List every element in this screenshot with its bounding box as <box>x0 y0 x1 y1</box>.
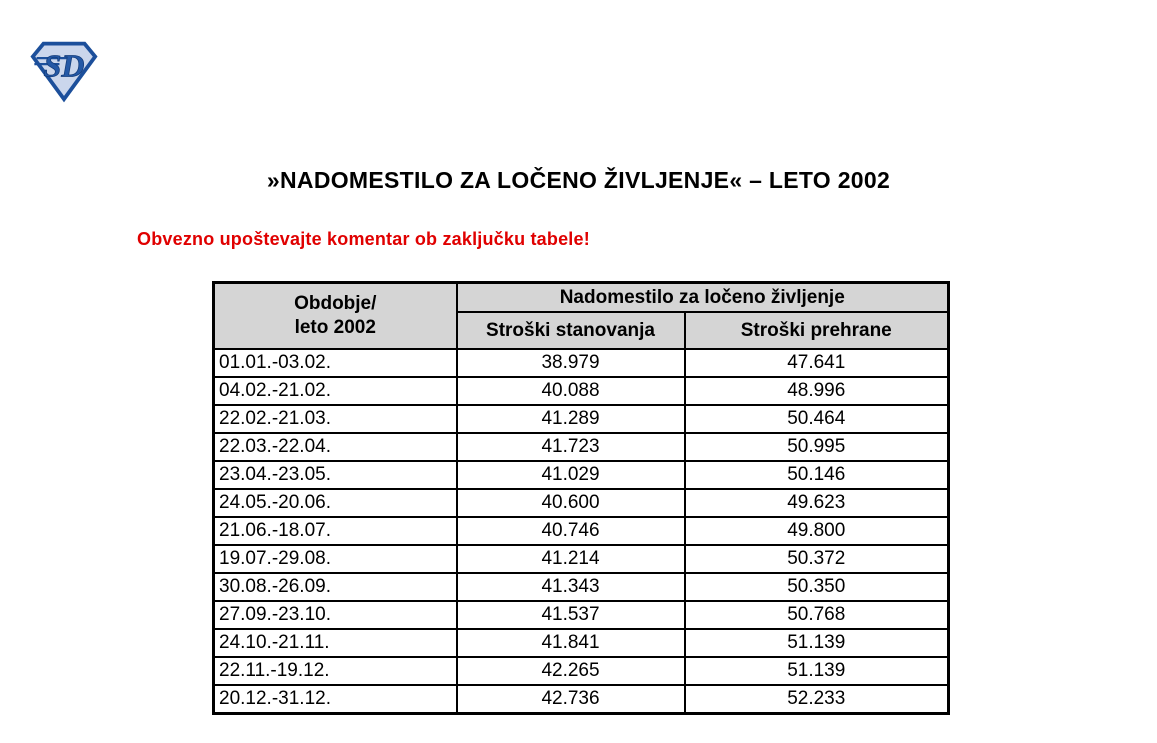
sd-diamond-logo-icon <box>26 39 102 103</box>
period-cell: 01.01.-03.02. <box>214 349 457 377</box>
housing-cell: 41.214 <box>457 545 685 573</box>
food-cell: 52.233 <box>685 685 949 714</box>
food-cell: 50.146 <box>685 461 949 489</box>
housing-cell: 40.746 <box>457 517 685 545</box>
food-cell: 50.372 <box>685 545 949 573</box>
table-row <box>214 349 949 377</box>
period-cell: 27.09.-23.10. <box>214 601 457 629</box>
header-period <box>214 283 457 350</box>
svg-text:SD: SD <box>43 48 85 84</box>
compensation-table <box>212 281 950 715</box>
header-period-line2: leto 2002 <box>294 317 376 338</box>
period-cell: 30.08.-26.09. <box>214 573 457 601</box>
period-cell: 22.02.-21.03. <box>214 405 457 433</box>
food-cell: 51.139 <box>685 657 949 685</box>
header-group: Nadomestilo za ločeno življenje <box>457 283 949 313</box>
table-header-row-1 <box>214 283 949 313</box>
table-row <box>214 461 949 489</box>
period-cell: 24.05.-20.06. <box>214 489 457 517</box>
food-cell: 50.768 <box>685 601 949 629</box>
food-cell: 50.464 <box>685 405 949 433</box>
period-cell: 24.10.-21.11. <box>214 629 457 657</box>
page-title: »NADOMESTILO ZA LOČENO ŽIVLJENJE« – LETO 2002 <box>266 167 891 193</box>
housing-cell: 41.029 <box>457 461 685 489</box>
housing-cell: 42.265 <box>457 657 685 685</box>
period-cell: 20.12.-31.12. <box>214 685 457 714</box>
table-row <box>214 685 949 714</box>
food-cell: 50.350 <box>685 573 949 601</box>
food-cell: 49.623 <box>685 489 949 517</box>
period-cell: 23.04.-23.05. <box>214 461 457 489</box>
table-row <box>214 601 949 629</box>
housing-cell: 38.979 <box>457 349 685 377</box>
period-cell: 21.06.-18.07. <box>214 517 457 545</box>
header-food: Stroški prehrane <box>685 312 949 349</box>
table-row <box>214 573 949 601</box>
table-row <box>214 433 949 461</box>
housing-cell: 41.289 <box>457 405 685 433</box>
housing-cell: 40.600 <box>457 489 685 517</box>
notice-text: Obvezno upoštevajte komentar ob zaključku tabele! <box>137 229 590 249</box>
housing-cell: 41.537 <box>457 601 685 629</box>
housing-cell: 42.736 <box>457 685 685 714</box>
housing-cell: 41.343 <box>457 573 685 601</box>
food-cell: 50.995 <box>685 433 949 461</box>
table-row <box>214 405 949 433</box>
table-row <box>214 517 949 545</box>
period-cell: 04.02.-21.02. <box>214 377 457 405</box>
food-cell: 48.996 <box>685 377 949 405</box>
housing-cell: 41.841 <box>457 629 685 657</box>
table-row <box>214 489 949 517</box>
period-cell: 19.07.-29.08. <box>214 545 457 573</box>
table-row <box>214 377 949 405</box>
table-row <box>214 629 949 657</box>
housing-cell: 41.723 <box>457 433 685 461</box>
food-cell: 49.800 <box>685 517 949 545</box>
period-cell: 22.11.-19.12. <box>214 657 457 685</box>
period-cell: 22.03.-22.04. <box>214 433 457 461</box>
header-housing: Stroški stanovanja <box>457 312 685 349</box>
table-row <box>214 657 949 685</box>
food-cell: 51.139 <box>685 629 949 657</box>
table-row <box>214 545 949 573</box>
food-cell: 47.641 <box>685 349 949 377</box>
housing-cell: 40.088 <box>457 377 685 405</box>
header-period-line1: Obdobje/ <box>294 293 377 315</box>
